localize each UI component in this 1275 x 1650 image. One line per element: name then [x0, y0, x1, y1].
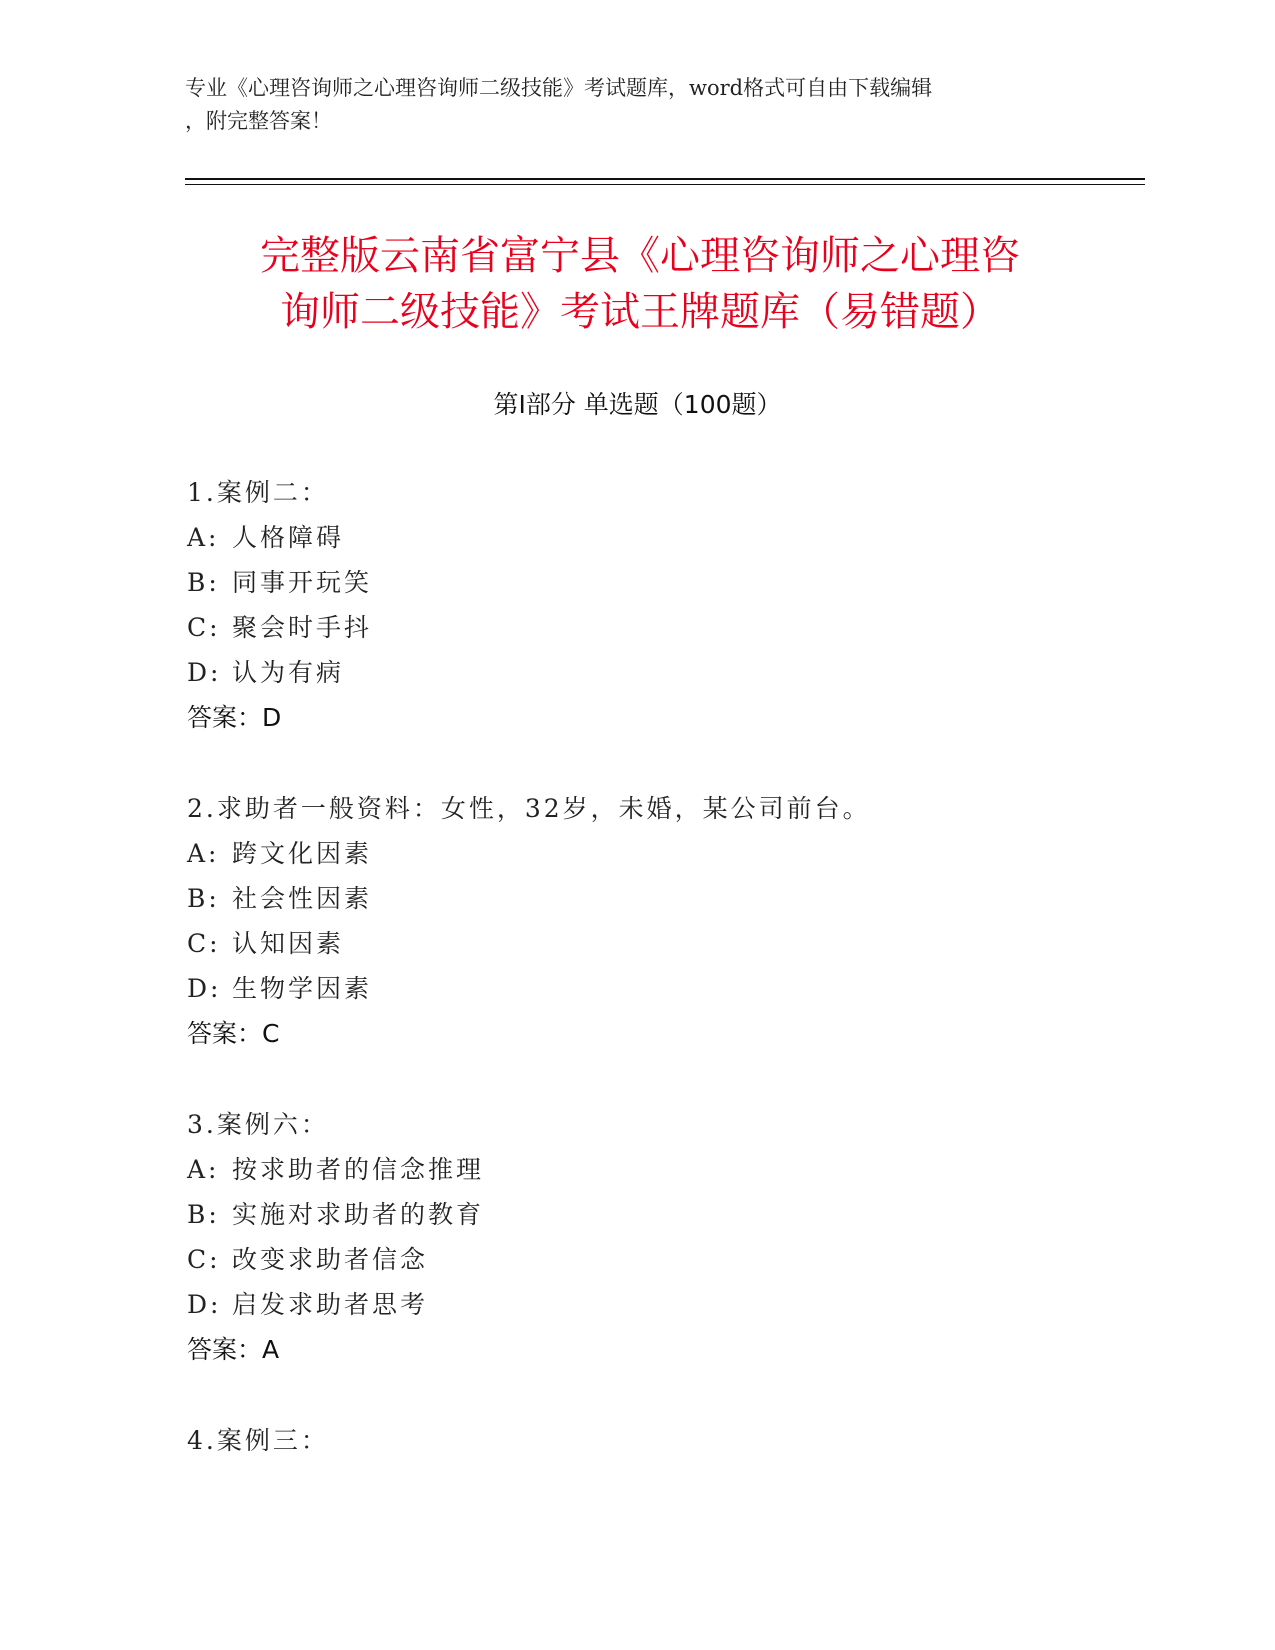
question-2 — [187, 786, 1087, 1056]
option-letter: A: — [187, 1155, 220, 1184]
divider-thin — [185, 184, 1145, 185]
header-note-line2: ，附完整答案！ — [185, 109, 332, 133]
option-a — [187, 515, 1087, 560]
divider-thick — [185, 178, 1145, 180]
option-text: 改变求助者信念 — [232, 1245, 429, 1274]
option-letter: C: — [187, 1245, 221, 1274]
option-letter: B: — [187, 568, 220, 597]
option-letter: B: — [187, 1200, 220, 1229]
option-text: 认为有病 — [232, 658, 345, 687]
answer: 答案：D — [187, 703, 282, 732]
question-list — [187, 470, 1087, 1509]
option-b — [187, 1192, 1087, 1237]
question-stem: 1.案例二： — [187, 478, 329, 507]
option-d — [187, 966, 1087, 1011]
option-text: 跨文化因素 — [232, 839, 373, 868]
option-b — [187, 876, 1087, 921]
option-text: 启发求助者思考 — [232, 1290, 429, 1319]
question-stem: 3.案例六： — [187, 1110, 329, 1139]
option-letter: D: — [187, 658, 222, 687]
option-c — [187, 921, 1087, 966]
option-letter: D: — [187, 1290, 222, 1319]
section-title: 第Ⅰ部分 单选题（100题） — [493, 390, 782, 419]
option-letter: A: — [187, 839, 220, 868]
option-b — [187, 560, 1087, 605]
option-letter: C: — [187, 613, 221, 642]
option-a — [187, 831, 1087, 876]
question-1 — [187, 470, 1087, 740]
option-d — [187, 650, 1087, 695]
option-text: 按求助者的信念推理 — [232, 1155, 485, 1184]
answer: 答案：C — [187, 1019, 280, 1048]
option-text: 认知因素 — [232, 929, 345, 958]
document-title — [175, 228, 1105, 340]
answer: 答案：A — [187, 1335, 280, 1364]
question-4 — [187, 1418, 1087, 1463]
document-title-line1: 完整版云南省富宁县《心理咨询师之心理咨 — [260, 233, 1020, 279]
option-letter: D: — [187, 974, 222, 1003]
option-letter: B: — [187, 884, 220, 913]
question-3 — [187, 1102, 1087, 1372]
question-stem: 2.求助者一般资料：女性，32岁，未婚，某公司前台。 — [187, 794, 871, 823]
option-text: 实施对求助者的教育 — [232, 1200, 485, 1229]
option-letter: A: — [187, 523, 220, 552]
option-c — [187, 1237, 1087, 1282]
option-letter: C: — [187, 929, 221, 958]
document-title-line2: 询师二级技能》考试王牌题库（易错题） — [280, 289, 1000, 335]
header-note-line1: 专业《心理咨询师之心理咨询师二级技能》考试题库，word格式可自由下载编辑 — [185, 76, 933, 100]
question-stem: 4.案例三： — [187, 1426, 329, 1455]
header-note — [185, 72, 1065, 138]
option-text: 同事开玩笑 — [232, 568, 373, 597]
option-text: 聚会时手抖 — [232, 613, 373, 642]
option-text: 生物学因素 — [232, 974, 373, 1003]
option-text: 人格障碍 — [232, 523, 345, 552]
option-d — [187, 1282, 1087, 1327]
option-text: 社会性因素 — [232, 884, 373, 913]
option-c — [187, 605, 1087, 650]
option-a — [187, 1147, 1087, 1192]
